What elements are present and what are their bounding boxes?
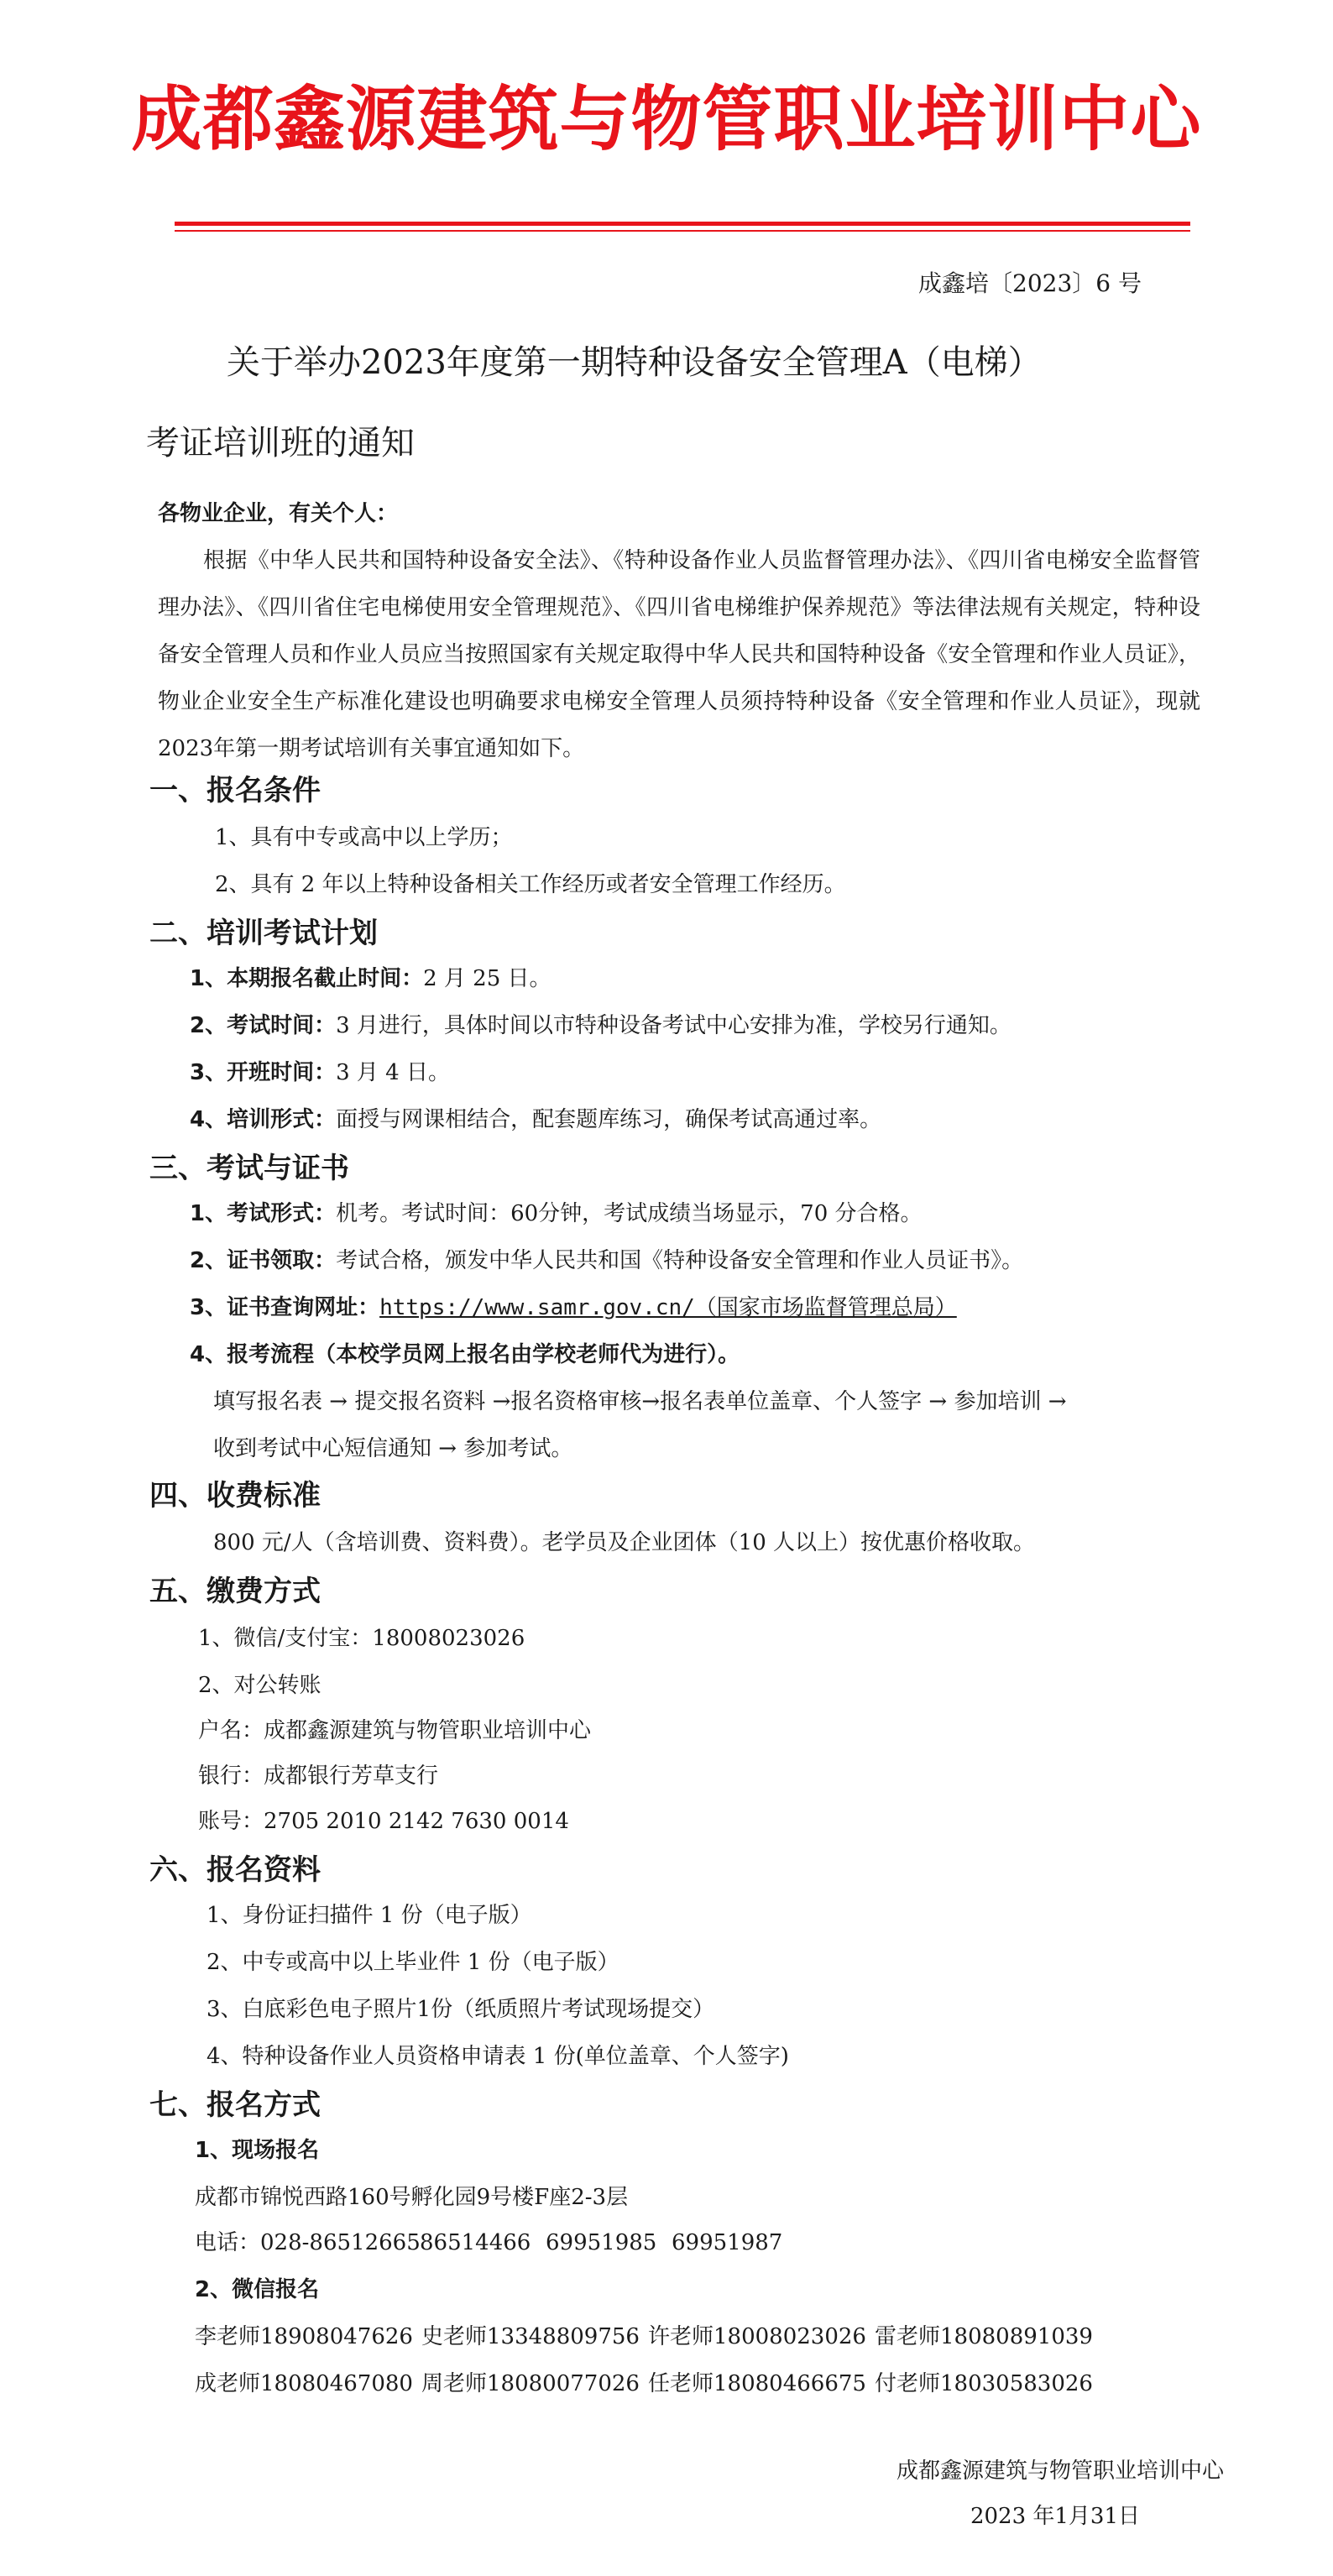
onsite-subheading: 1、现场报名 [195, 2138, 320, 2163]
item-text: 3 月进行，具体时间以市特种设备考试中心安排为准，学校另行通知。 [336, 1013, 1012, 1038]
payment-line: 银行：成都银行芳草支行 [198, 1763, 439, 1789]
list-item: 1、具有中专或高中以上学历； [215, 825, 513, 850]
item-label: 2、考试时间： [190, 1013, 337, 1038]
contact: 李老师18908047626 [195, 2324, 413, 2349]
contact: 雷老师18080891039 [875, 2324, 1093, 2349]
list-item: 2、具有 2 年以上特种设备相关工作经历或者安全管理工作经历。 [215, 872, 846, 897]
list-item [190, 1338, 740, 1372]
item-text: 面授与网课相结合，配套题库练习，确保考试高通过率。 [336, 1107, 882, 1132]
wechat-subheading: 2、微信报名 [195, 2277, 320, 2302]
section-2-heading: 二、培训考试计划 [149, 917, 378, 950]
phone-number: 86514466 [420, 2230, 531, 2255]
header-rule-thin [175, 230, 1190, 232]
header-rule-thick [175, 222, 1190, 226]
item-text: 2 月 25 日。 [423, 966, 551, 991]
contact: 任老师18080466675 [648, 2371, 866, 2396]
fee-text: 800 元/人（含培训费、资料费）。老学员及企业团体（10 人以上）按优惠价格收取。 [213, 1530, 1035, 1555]
title-line-2: 考证培训班的通知 [146, 424, 415, 462]
doc-number: 成鑫培〔2023〕6 号 [918, 269, 1142, 297]
section-5-heading: 五、缴费方式 [149, 1575, 321, 1608]
contact: 成老师18080467080 [195, 2371, 413, 2396]
item-text: 3 月 4 日。 [336, 1060, 450, 1085]
item-label: 3、证书查询网址： [190, 1295, 380, 1320]
item-label: 4、报考流程（本校学员网上报名由学校老师代为进行）。 [190, 1342, 740, 1367]
material-line: 1、身份证扫描件 1 份（电子版） [206, 1903, 532, 1928]
list-item [190, 1197, 923, 1231]
contact: 付老师18030583026 [875, 2371, 1093, 2396]
phone-row [195, 2226, 782, 2260]
payment-line: 账号：2705 2010 2142 7630 0014 [198, 1809, 569, 1834]
phone-number: 69951987 [672, 2230, 783, 2255]
section-1-heading: 一、报名条件 [149, 774, 321, 807]
signature-org: 成都鑫源建筑与物管职业培训中心 [896, 2458, 1224, 2484]
section-6-heading: 六、报名资料 [149, 1853, 321, 1887]
section-7-heading: 七、报名方式 [149, 2088, 321, 2122]
list-item [190, 962, 551, 995]
salutation: 各物业企业，有关个人： [158, 501, 399, 526]
payment-line: 1、微信/支付宝：18008023026 [198, 1626, 525, 1651]
contact-row [195, 2320, 1093, 2354]
phone-label: 电话： [195, 2230, 261, 2255]
item-label: 1、本期报名截止时间： [190, 966, 424, 991]
list-item [190, 1009, 1012, 1042]
signature-date: 2023 年1月31日 [970, 2504, 1140, 2529]
contact-row [195, 2367, 1093, 2401]
phone-number: 69951985 [546, 2230, 657, 2255]
payment-line: 2、对公转账 [198, 1673, 321, 1698]
contact: 许老师18008023026 [648, 2324, 866, 2349]
section-3-heading: 三、考试与证书 [149, 1152, 349, 1185]
list-item [190, 1291, 957, 1325]
section-4-heading: 四、收费标准 [149, 1479, 321, 1513]
item-text: 考试合格，颁发中华人民共和国《特种设备安全管理和作业人员证书》。 [336, 1248, 1024, 1273]
material-line: 2、中专或高中以上毕业件 1 份（电子版） [206, 1950, 619, 1975]
contact: 史老师13348809756 [421, 2324, 640, 2349]
list-item [190, 1103, 881, 1136]
list-item [190, 1244, 1023, 1278]
material-line: 3、白底彩色电子照片1份（纸质照片考试现场提交） [206, 1997, 715, 2022]
payment-line: 户名：成都鑫源建筑与物管职业培训中心 [198, 1718, 592, 1743]
phone-number: 028-86512665 [260, 2230, 421, 2255]
flow-line-1: 填写报名表 → 提交报名资料 →报名资格审核→报名表单位盖章、个人签字 → 参加培训 → [213, 1389, 1067, 1414]
flow-line-2: 收到考试中心短信通知 → 参加考试。 [213, 1436, 573, 1461]
item-text: 机考。考试时间：60分钟，考试成绩当场显示，70 分合格。 [336, 1201, 923, 1226]
cert-query-link[interactable]: https://www.samr.gov.cn/（国家市场监督管理总局） [379, 1295, 957, 1320]
address: 成都市锦悦西路160号孵化园9号楼F座2-3层 [195, 2185, 629, 2210]
org-title: 成都鑫源建筑与物管职业培训中心 [131, 78, 1202, 160]
item-label: 1、考试形式： [190, 1201, 337, 1226]
item-label: 2、证书领取： [190, 1248, 337, 1273]
material-line: 4、特种设备作业人员资格申请表 1 份(单位盖章、个人签字) [206, 2044, 789, 2069]
item-label: 3、开班时间： [190, 1060, 337, 1085]
item-label: 4、培训形式： [190, 1107, 337, 1132]
contact: 周老师18080077026 [421, 2371, 640, 2396]
list-item [190, 1056, 450, 1089]
intro-paragraph: 根据《中华人民共和国特种设备安全法》、《特种设备作业人员监督管理办法》、《四川省电梯安全监督管理办法》、《四川省住宅电梯使用安全管理规范》、《四川省电梯维护保养规范》等法律法规有关规定，特种设备安全管理人员和作业人员应当按照国家有关规定取得中华人民共和国特种设备《安全管理和作业人员证》，物业企业安全生产标准化建设也明确要求电梯安全管理人员须持特种设备《安全管理和作业人员证》，现就2023年第一期考试培训有关事宜通知如下。 [158, 548, 1200, 761]
title-line-1: 关于举办2023年度第一期特种设备安全管理A（电梯） [227, 343, 1042, 382]
